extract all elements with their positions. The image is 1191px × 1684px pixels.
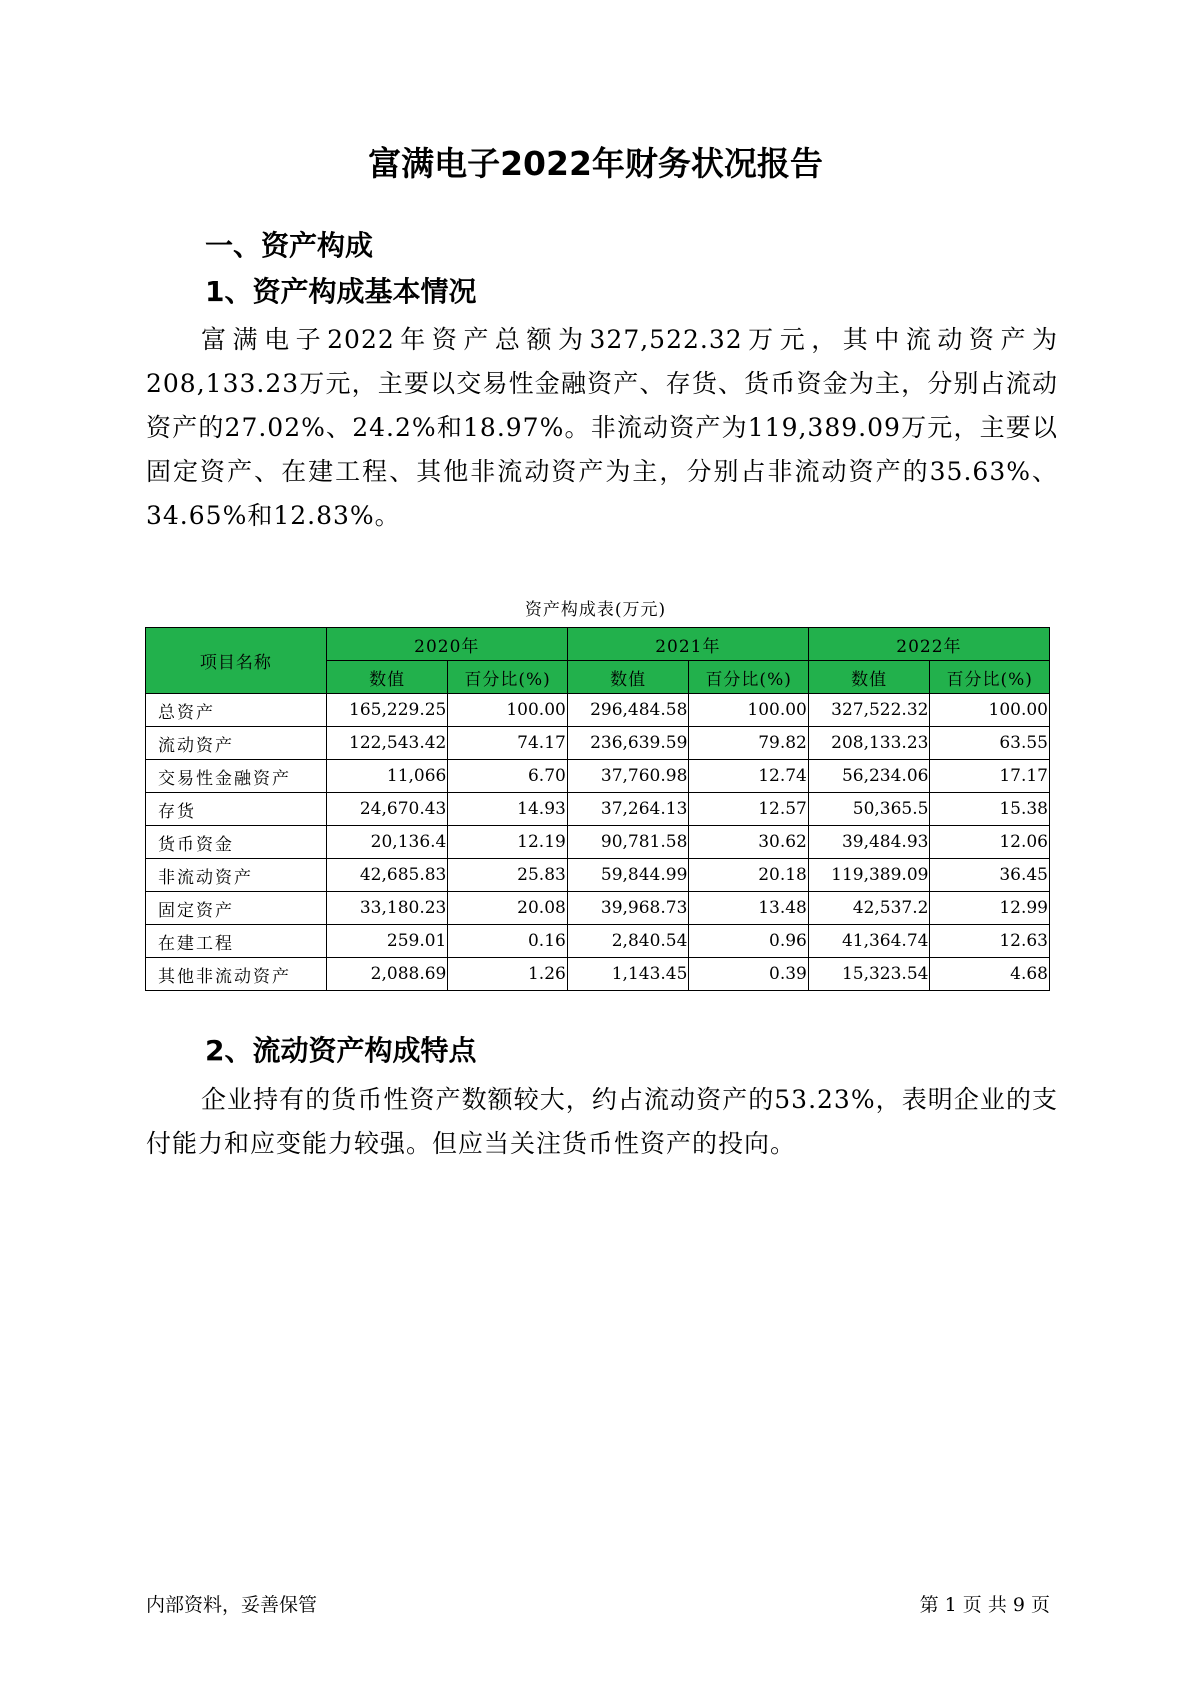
cell-percent: 13.48 bbox=[689, 892, 808, 925]
header-percent: 百分比(%) bbox=[930, 661, 1050, 694]
cell-percent: 12.19 bbox=[448, 826, 567, 859]
cell-value: 2,840.54 bbox=[567, 925, 689, 958]
cell-value: 24,670.43 bbox=[326, 793, 448, 826]
cell-value: 165,229.25 bbox=[326, 694, 448, 727]
cell-value: 20,136.4 bbox=[326, 826, 448, 859]
cell-percent: 12.99 bbox=[930, 892, 1050, 925]
table-row bbox=[146, 727, 1050, 760]
row-name: 其他非流动资产 bbox=[146, 958, 327, 991]
cell-percent: 79.82 bbox=[689, 727, 808, 760]
table-row bbox=[146, 925, 1050, 958]
cell-value: 1,143.45 bbox=[567, 958, 689, 991]
cell-percent: 20.08 bbox=[448, 892, 567, 925]
table-row bbox=[146, 892, 1050, 925]
cell-value: 41,364.74 bbox=[808, 925, 930, 958]
cell-percent: 12.63 bbox=[930, 925, 1050, 958]
cell-percent: 4.68 bbox=[930, 958, 1050, 991]
cell-percent: 100.00 bbox=[689, 694, 808, 727]
cell-value: 42,537.2 bbox=[808, 892, 930, 925]
cell-value: 296,484.58 bbox=[567, 694, 689, 727]
header-value: 数值 bbox=[808, 661, 930, 694]
cell-value: 39,484.93 bbox=[808, 826, 930, 859]
row-name: 存货 bbox=[146, 793, 327, 826]
cell-value: 15,323.54 bbox=[808, 958, 930, 991]
cell-value: 90,781.58 bbox=[567, 826, 689, 859]
document-title: 富满电子2022年财务状况报告 bbox=[368, 144, 823, 183]
row-name: 总资产 bbox=[146, 694, 327, 727]
cell-value: 37,760.98 bbox=[567, 760, 689, 793]
cell-percent: 0.39 bbox=[689, 958, 808, 991]
cell-value: 208,133.23 bbox=[808, 727, 930, 760]
cell-percent: 0.16 bbox=[448, 925, 567, 958]
cell-value: 59,844.99 bbox=[567, 859, 689, 892]
header-percent: 百分比(%) bbox=[689, 661, 808, 694]
cell-value: 2,088.69 bbox=[326, 958, 448, 991]
cell-percent: 30.62 bbox=[689, 826, 808, 859]
cell-percent: 12.06 bbox=[930, 826, 1050, 859]
header-percent: 百分比(%) bbox=[448, 661, 567, 694]
paragraph-asset-overview: 富满电子2022年资产总额为327,522.32万元，其中流动资产为208,133.23万元，主要以交易性金融资产、存货、货币资金为主，分别占流动资产的27.02%、24.2%和18.97%。非流动资产为119,389.09万元，主要以固定资产、在建工程、其他非流动资产为主，分别占非流动资产的35.63%、34.65%和12.83%。 bbox=[146, 325, 1058, 530]
table-row bbox=[146, 760, 1050, 793]
row-name: 交易性金融资产 bbox=[146, 760, 327, 793]
header-year: 2022年 bbox=[808, 628, 1049, 661]
footer-confidential-note: 内部资料，妥善保管 bbox=[146, 1594, 318, 1616]
header-year: 2020年 bbox=[326, 628, 567, 661]
cell-value: 39,968.73 bbox=[567, 892, 689, 925]
cell-percent: 63.55 bbox=[930, 727, 1050, 760]
cell-value: 259.01 bbox=[326, 925, 448, 958]
table-header-row-years bbox=[146, 628, 1050, 661]
cell-percent: 12.74 bbox=[689, 760, 808, 793]
cell-percent: 1.26 bbox=[448, 958, 567, 991]
cell-value: 42,685.83 bbox=[326, 859, 448, 892]
cell-value: 37,264.13 bbox=[567, 793, 689, 826]
cell-value: 122,543.42 bbox=[326, 727, 448, 760]
table-caption: 资产构成表(万元) bbox=[524, 600, 667, 620]
row-name: 固定资产 bbox=[146, 892, 327, 925]
cell-percent: 17.17 bbox=[930, 760, 1050, 793]
cell-percent: 15.38 bbox=[930, 793, 1050, 826]
table-row bbox=[146, 826, 1050, 859]
row-name: 货币资金 bbox=[146, 826, 327, 859]
table-row bbox=[146, 793, 1050, 826]
header-year: 2021年 bbox=[567, 628, 808, 661]
subsection-heading-basic: 1、资产构成基本情况 bbox=[205, 275, 477, 308]
cell-percent: 14.93 bbox=[448, 793, 567, 826]
cell-value: 50,365.5 bbox=[808, 793, 930, 826]
cell-percent: 100.00 bbox=[448, 694, 567, 727]
section-heading-asset-composition: 一、资产构成 bbox=[205, 229, 374, 262]
table-row bbox=[146, 859, 1050, 892]
header-value: 数值 bbox=[326, 661, 448, 694]
cell-value: 56,234.06 bbox=[808, 760, 930, 793]
cell-percent: 100.00 bbox=[930, 694, 1050, 727]
row-name: 流动资产 bbox=[146, 727, 327, 760]
cell-percent: 12.57 bbox=[689, 793, 808, 826]
table-row bbox=[146, 958, 1050, 991]
asset-composition-table bbox=[145, 627, 1050, 991]
footer-page-number: 第 1 页 共 9 页 bbox=[919, 1594, 1050, 1616]
cell-value: 236,639.59 bbox=[567, 727, 689, 760]
cell-percent: 20.18 bbox=[689, 859, 808, 892]
subsection-heading-current-assets: 2、流动资产构成特点 bbox=[205, 1034, 477, 1067]
cell-value: 11,066 bbox=[326, 760, 448, 793]
row-name: 非流动资产 bbox=[146, 859, 327, 892]
cell-value: 119,389.09 bbox=[808, 859, 930, 892]
cell-percent: 25.83 bbox=[448, 859, 567, 892]
cell-percent: 0.96 bbox=[689, 925, 808, 958]
header-value: 数值 bbox=[567, 661, 689, 694]
cell-value: 327,522.32 bbox=[808, 694, 930, 727]
cell-value: 33,180.23 bbox=[326, 892, 448, 925]
paragraph-current-assets: 企业持有的货币性资产数额较大，约占流动资产的53.23%，表明企业的支付能力和应变能力较强。但应当关注货币性资产的投向。 bbox=[146, 1085, 1058, 1158]
cell-percent: 6.70 bbox=[448, 760, 567, 793]
cell-percent: 74.17 bbox=[448, 727, 567, 760]
table-row bbox=[146, 694, 1050, 727]
cell-percent: 36.45 bbox=[930, 859, 1050, 892]
row-name: 在建工程 bbox=[146, 925, 327, 958]
header-item-name: 项目名称 bbox=[146, 628, 327, 694]
